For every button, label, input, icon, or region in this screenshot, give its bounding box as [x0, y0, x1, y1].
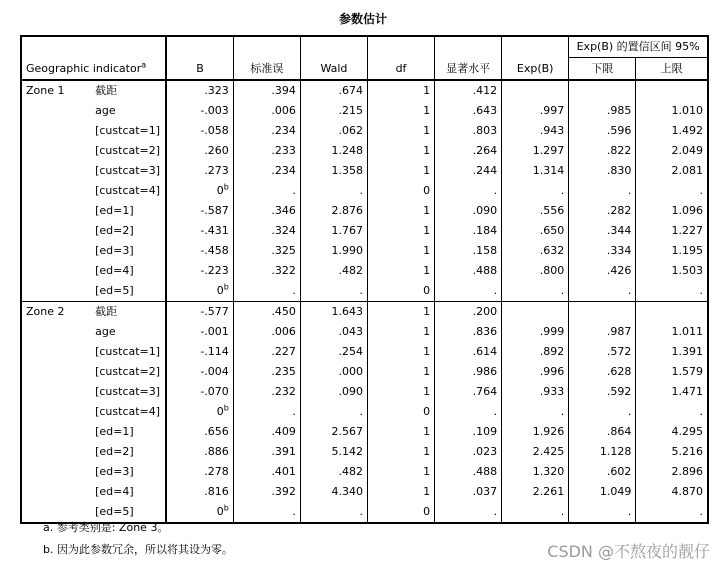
cell-df: 0	[367, 402, 434, 422]
cell-sig: .264	[435, 141, 502, 161]
cell-df: 1	[367, 141, 434, 161]
cell-wald: 4.340	[300, 482, 367, 502]
cell-B: -.431	[166, 221, 233, 241]
cell-sig: .184	[435, 221, 502, 241]
param-label: [custcat=1]	[95, 345, 161, 358]
table-row	[21, 241, 708, 261]
cell-wald: 2.567	[300, 422, 367, 442]
cell-df: 0	[367, 502, 434, 523]
cell-lo: .282	[569, 201, 636, 221]
parameter-estimates-table	[20, 35, 709, 524]
cell-sig: .244	[435, 161, 502, 181]
param-label: [custcat=4]	[95, 184, 161, 197]
cell-se: .234	[233, 161, 300, 181]
param-label: [custcat=3]	[95, 164, 161, 177]
table-body	[21, 80, 708, 523]
cell-wald: 1.358	[300, 161, 367, 181]
cell-df: 1	[367, 382, 434, 402]
cell-se: .234	[233, 121, 300, 141]
cell-B: -.001	[166, 322, 233, 342]
cell-lo: .334	[569, 241, 636, 261]
cell-sig: .488	[435, 462, 502, 482]
cell-lo: .344	[569, 221, 636, 241]
cell-lo: .	[569, 402, 636, 422]
cell-expb: .650	[502, 221, 569, 241]
cell-B: 0$^b$	[166, 502, 233, 523]
cell-df: 1	[367, 342, 434, 362]
table-row	[21, 362, 708, 382]
cell-expb: .	[502, 281, 569, 302]
cell-expb: 1.297	[502, 141, 569, 161]
param-label: [ed=5]	[95, 284, 134, 297]
param-label: age	[95, 325, 116, 338]
param-label: [ed=5]	[95, 505, 134, 518]
cell-hi: 4.295	[636, 422, 708, 442]
cell-sig: .090	[435, 201, 502, 221]
table-row	[21, 342, 708, 362]
cell-sig: .488	[435, 261, 502, 281]
cell-sig: .	[435, 402, 502, 422]
cell-se: .	[233, 181, 300, 201]
cell-hi: .	[636, 281, 708, 302]
cell-B: -.223	[166, 261, 233, 281]
cell-se: .235	[233, 362, 300, 382]
footnote-b: b. 因为此参数冗余，所以将其设为零。	[43, 543, 233, 556]
param-label: [custcat=3]	[95, 385, 161, 398]
table-row	[21, 302, 708, 323]
cell-df: 1	[367, 261, 434, 281]
cell-wald: .	[300, 502, 367, 523]
table-title: 参数估计	[338, 12, 387, 26]
col-header-se: 标准误	[233, 36, 300, 80]
watermark: CSDN @不熬夜的靓仔	[547, 542, 710, 561]
cell-sig: .158	[435, 241, 502, 261]
cell-wald: 1.990	[300, 241, 367, 261]
cell-lo: .426	[569, 261, 636, 281]
cell-expb: 1.320	[502, 462, 569, 482]
param-label: [ed=1]	[95, 204, 134, 217]
cell-B: -.004	[166, 362, 233, 382]
cell-hi: .	[636, 181, 708, 201]
cell-expb: .800	[502, 261, 569, 281]
cell-B: .273	[166, 161, 233, 181]
cell-lo: .822	[569, 141, 636, 161]
cell-expb: .	[502, 402, 569, 422]
table-row	[21, 101, 708, 121]
cell-se: .346	[233, 201, 300, 221]
cell-se: .324	[233, 221, 300, 241]
param-label: age	[95, 104, 116, 117]
cell-sig: .	[435, 281, 502, 302]
cell-df: 1	[367, 442, 434, 462]
table-row	[21, 141, 708, 161]
cell-hi: 1.391	[636, 342, 708, 362]
cell-hi: 1.227	[636, 221, 708, 241]
table-row	[21, 462, 708, 482]
cell-se: .232	[233, 382, 300, 402]
cell-B: -.114	[166, 342, 233, 362]
table-row	[21, 161, 708, 181]
cell-lo: .864	[569, 422, 636, 442]
cell-B: -.070	[166, 382, 233, 402]
cell-se: .233	[233, 141, 300, 161]
table-row	[21, 442, 708, 462]
cell-sig: .764	[435, 382, 502, 402]
cell-wald: .	[300, 181, 367, 201]
cell-expb: .933	[502, 382, 569, 402]
cell-lo	[569, 80, 636, 101]
cell-wald: .674	[300, 80, 367, 101]
cell-hi: 4.870	[636, 482, 708, 502]
table-row	[21, 201, 708, 221]
cell-se: .	[233, 402, 300, 422]
cell-expb: .999	[502, 322, 569, 342]
cell-B: .323	[166, 80, 233, 101]
cell-wald: .062	[300, 121, 367, 141]
cell-hi: 2.049	[636, 141, 708, 161]
cell-wald: 1.248	[300, 141, 367, 161]
table-row	[21, 281, 708, 302]
cell-B: 0$^b$	[166, 181, 233, 201]
group-label: Zone 2	[26, 305, 65, 318]
cell-expb: .632	[502, 241, 569, 261]
cell-se: .401	[233, 462, 300, 482]
cell-lo: .602	[569, 462, 636, 482]
cell-se: .450	[233, 302, 300, 323]
cell-hi: 1.011	[636, 322, 708, 342]
cell-lo: .	[569, 181, 636, 201]
cell-wald: .	[300, 281, 367, 302]
cell-lo: .	[569, 281, 636, 302]
cell-sig: .412	[435, 80, 502, 101]
param-label: [custcat=1]	[95, 124, 161, 137]
cell-se: .391	[233, 442, 300, 462]
cell-expb: .943	[502, 121, 569, 141]
cell-B: -.003	[166, 101, 233, 121]
cell-B: -.577	[166, 302, 233, 323]
cell-se: .325	[233, 241, 300, 261]
cell-B: .278	[166, 462, 233, 482]
cell-expb: 2.425	[502, 442, 569, 462]
cell-sig: .643	[435, 101, 502, 121]
cell-se: .322	[233, 261, 300, 281]
cell-expb	[502, 302, 569, 323]
cell-df: 1	[367, 221, 434, 241]
col-header-wald: Wald	[300, 36, 367, 80]
table-row	[21, 422, 708, 442]
cell-hi: 1.195	[636, 241, 708, 261]
cell-wald: .043	[300, 322, 367, 342]
cell-B: .656	[166, 422, 233, 442]
cell-wald: .090	[300, 382, 367, 402]
table-row	[21, 322, 708, 342]
cell-se: .392	[233, 482, 300, 502]
cell-df: 1	[367, 462, 434, 482]
cell-hi: 5.216	[636, 442, 708, 462]
param-label: [ed=4]	[95, 264, 134, 277]
table-row	[21, 221, 708, 241]
cell-sig: .803	[435, 121, 502, 141]
param-label: [custcat=4]	[95, 405, 161, 418]
cell-lo: 1.049	[569, 482, 636, 502]
cell-lo: .985	[569, 101, 636, 121]
table-row	[21, 382, 708, 402]
cell-wald: 1.767	[300, 221, 367, 241]
cell-wald: .	[300, 402, 367, 422]
cell-df: 0	[367, 181, 434, 201]
cell-expb: .892	[502, 342, 569, 362]
cell-sig: .023	[435, 442, 502, 462]
col-header-sig: 显著水平	[435, 36, 502, 80]
cell-expb: .997	[502, 101, 569, 121]
cell-df: 1	[367, 80, 434, 101]
cell-hi: 1.492	[636, 121, 708, 141]
group-header: Geographic indicator$^a$	[26, 60, 147, 75]
cell-lo: .987	[569, 322, 636, 342]
cell-expb	[502, 80, 569, 101]
col-header-expb: Exp(B)	[502, 36, 569, 80]
cell-expb: .556	[502, 201, 569, 221]
param-label: [custcat=2]	[95, 144, 161, 157]
col-header-df: df	[367, 36, 434, 80]
cell-lo: .596	[569, 121, 636, 141]
cell-wald: .000	[300, 362, 367, 382]
cell-wald: .215	[300, 101, 367, 121]
cell-B: .886	[166, 442, 233, 462]
cell-B: 0$^b$	[166, 402, 233, 422]
cell-B: 0$^b$	[166, 281, 233, 302]
cell-hi	[636, 302, 708, 323]
table-row	[21, 80, 708, 101]
cell-lo: 1.128	[569, 442, 636, 462]
col-header-b: B	[166, 36, 233, 80]
cell-se: .	[233, 502, 300, 523]
cell-hi: 2.081	[636, 161, 708, 181]
group-label: Zone 1	[26, 84, 65, 97]
cell-lo: .628	[569, 362, 636, 382]
cell-df: 1	[367, 241, 434, 261]
cell-sig: .	[435, 181, 502, 201]
param-label: 截距	[95, 84, 118, 97]
cell-se: .006	[233, 101, 300, 121]
cell-df: 1	[367, 362, 434, 382]
cell-expb: 1.314	[502, 161, 569, 181]
cell-lo: .	[569, 502, 636, 523]
cell-df: 0	[367, 281, 434, 302]
cell-B: .816	[166, 482, 233, 502]
cell-B: .260	[166, 141, 233, 161]
cell-lo: .830	[569, 161, 636, 181]
cell-hi: .	[636, 502, 708, 523]
cell-hi: 2.896	[636, 462, 708, 482]
param-label: [ed=2]	[95, 445, 134, 458]
table-row	[21, 402, 708, 422]
param-label: [custcat=2]	[95, 365, 161, 378]
param-label: [ed=1]	[95, 425, 134, 438]
cell-sig: .836	[435, 322, 502, 342]
cell-hi: 1.096	[636, 201, 708, 221]
cell-hi: .	[636, 402, 708, 422]
param-label: [ed=4]	[95, 485, 134, 498]
cell-hi: 1.503	[636, 261, 708, 281]
cell-wald: .482	[300, 462, 367, 482]
cell-wald: .482	[300, 261, 367, 281]
cell-B: -.458	[166, 241, 233, 261]
cell-df: 1	[367, 302, 434, 323]
cell-expb: .	[502, 181, 569, 201]
col-header-lower: 下限	[569, 58, 636, 81]
cell-expb: 2.261	[502, 482, 569, 502]
cell-wald: .254	[300, 342, 367, 362]
cell-wald: 1.643	[300, 302, 367, 323]
cell-se: .394	[233, 80, 300, 101]
cell-se: .	[233, 281, 300, 302]
param-label: [ed=3]	[95, 244, 134, 257]
table-row	[21, 121, 708, 141]
cell-hi	[636, 80, 708, 101]
param-label: [ed=3]	[95, 465, 134, 478]
cell-df: 1	[367, 101, 434, 121]
cell-lo	[569, 302, 636, 323]
cell-expb: .	[502, 502, 569, 523]
table-row	[21, 181, 708, 201]
table-row	[21, 261, 708, 281]
cell-sig: .109	[435, 422, 502, 442]
cell-hi: 1.010	[636, 101, 708, 121]
footnotes	[43, 517, 233, 561]
cell-df: 1	[367, 121, 434, 141]
cell-se: .409	[233, 422, 300, 442]
cell-B: -.587	[166, 201, 233, 221]
table-row	[21, 482, 708, 502]
cell-lo: .592	[569, 382, 636, 402]
cell-df: 1	[367, 482, 434, 502]
cell-sig: .614	[435, 342, 502, 362]
cell-sig: .037	[435, 482, 502, 502]
cell-wald: 2.876	[300, 201, 367, 221]
cell-se: .227	[233, 342, 300, 362]
cell-df: 1	[367, 322, 434, 342]
footnote-a: a. 参考类别是: Zone 3。	[43, 521, 169, 534]
cell-df: 1	[367, 201, 434, 221]
cell-df: 1	[367, 422, 434, 442]
cell-sig: .	[435, 502, 502, 523]
cell-lo: .572	[569, 342, 636, 362]
cell-hi: 1.579	[636, 362, 708, 382]
col-header-upper: 上限	[636, 58, 708, 81]
cell-sig: .200	[435, 302, 502, 323]
cell-expb: .996	[502, 362, 569, 382]
cell-se: .006	[233, 322, 300, 342]
cell-sig: .986	[435, 362, 502, 382]
param-label: 截距	[95, 305, 118, 318]
cell-df: 1	[367, 161, 434, 181]
cell-hi: 1.471	[636, 382, 708, 402]
param-label: [ed=2]	[95, 224, 134, 237]
cell-wald: 5.142	[300, 442, 367, 462]
cell-expb: 1.926	[502, 422, 569, 442]
ci-header: Exp(B) 的置信区间 95%	[569, 36, 708, 58]
cell-B: -.058	[166, 121, 233, 141]
